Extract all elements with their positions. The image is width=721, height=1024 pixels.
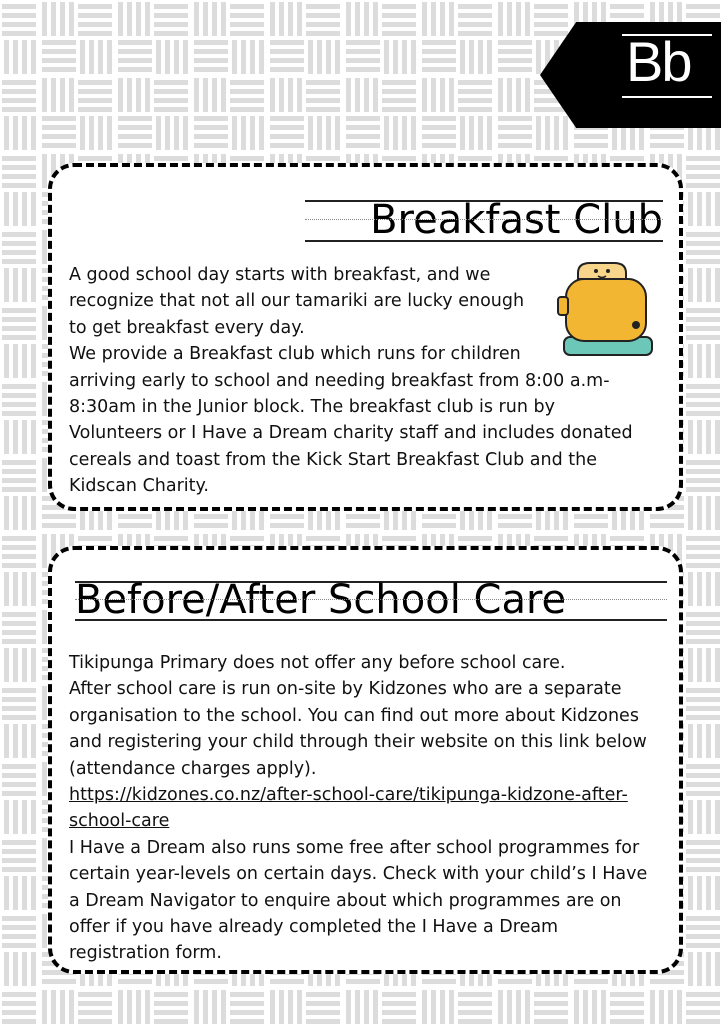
breakfast-club-card xyxy=(48,163,683,511)
after-school-care-title: Before/After School Care xyxy=(75,581,667,621)
kidzones-link[interactable]: https://kidzones.co.nz/after-school-care/tikipunga-kidzone-after- xyxy=(69,784,628,805)
letter-tag-text: Bb xyxy=(622,34,712,98)
after-school-care-card xyxy=(48,546,683,974)
after-school-care-text: Tikipunga Primary does not offer any before school care. After school care is run on-site by Kidzones who are a separate organisation to the school. You can find out more about Kidzones and registering your child through their website on this link below (attendance charges apply). https://kidzones.co.nz/after-school-care/tikipunga-kidzone-after- school-care I Have a Dream also runs some free after school programmes for certain year-levels on certain days. Check with your child’s I Have a Dream Navigator to enquire about which programmes are on offer if you have already completed the I Have a Dream registration form. xyxy=(69,653,648,964)
kidzones-link-continued[interactable]: school-care xyxy=(69,811,170,832)
breakfast-club-text: A good school day starts with breakfast, and we recognize that not all our tamariki are lucky enough to get breakfast every day. We provide a Breakfast club which runs for children arriving early to school and needing breakfast from 8:00 a.m- 8:30am in the Junior block. The breakfast club is run by Volunteers or I Have a Dream charity staff and includes donated cereals and toast from the Kick Start Breakfast Club and the Kidscan Charity. xyxy=(69,265,633,497)
breakfast-club-title: Breakfast Club xyxy=(305,200,663,242)
